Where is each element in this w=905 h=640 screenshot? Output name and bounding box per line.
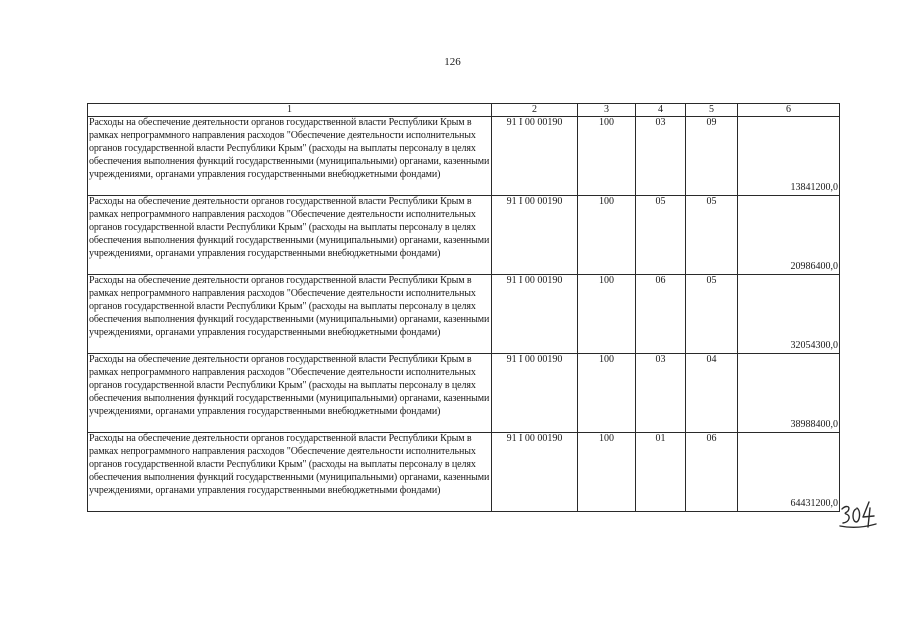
row-target-code: 91 I 00 00190: [492, 117, 578, 196]
row-subsection: 09: [686, 117, 738, 196]
budget-table: [87, 103, 840, 512]
row-expense-type: 100: [578, 117, 636, 196]
header-col-2: 2: [492, 104, 578, 117]
row-expense-type: 100: [578, 196, 636, 275]
row-section: 05: [636, 196, 686, 275]
header-col-1: 1: [88, 104, 492, 117]
table-row: [88, 117, 840, 196]
row-section: 03: [636, 354, 686, 433]
row-target-code: 91 I 00 00190: [492, 354, 578, 433]
table-header-row: [88, 104, 840, 117]
row-description: Расходы на обеспечение деятельности органов государственной власти Республики Крым в рамках непрограммного направления расходов "Обеспечение деятельности исполнительных органов государственной власти Республики Крым" (расходы на выплаты персоналу в целях обеспечения выполнения функций государственными (муниципальными) органами, казенными учреждениями, органами управления государственными внебюджетными фондами): [88, 433, 492, 512]
header-col-5: 5: [686, 104, 738, 117]
table-row: [88, 196, 840, 275]
row-expense-type: 100: [578, 354, 636, 433]
row-expense-type: 100: [578, 433, 636, 512]
row-amount: 20986400,0: [738, 196, 840, 275]
row-amount: 64431200,0: [738, 433, 840, 512]
row-subsection: 05: [686, 196, 738, 275]
table-row: [88, 433, 840, 512]
row-section: 06: [636, 275, 686, 354]
header-col-4: 4: [636, 104, 686, 117]
row-subsection: 05: [686, 275, 738, 354]
handwritten-page-mark: [838, 497, 878, 531]
header-col-3: 3: [578, 104, 636, 117]
row-target-code: 91 I 00 00190: [492, 433, 578, 512]
row-target-code: 91 I 00 00190: [492, 196, 578, 275]
row-amount: 13841200,0: [738, 117, 840, 196]
table-row: [88, 275, 840, 354]
row-amount: 38988400,0: [738, 354, 840, 433]
row-target-code: 91 I 00 00190: [492, 275, 578, 354]
header-col-6: 6: [738, 104, 840, 117]
row-expense-type: 100: [578, 275, 636, 354]
page-number: 126: [444, 56, 461, 68]
table-row: [88, 354, 840, 433]
row-section: 03: [636, 117, 686, 196]
row-subsection: 04: [686, 354, 738, 433]
row-amount: 32054300,0: [738, 275, 840, 354]
row-description: Расходы на обеспечение деятельности органов государственной власти Республики Крым в рамках непрограммного направления расходов "Обеспечение деятельности исполнительных органов государственной власти Республики Крым" (расходы на выплаты персоналу в целях обеспечения выполнения функций государственными (муниципальными) органами, казенными учреждениями, органами управления государственными внебюджетными фондами): [88, 275, 492, 354]
row-section: 01: [636, 433, 686, 512]
row-description: Расходы на обеспечение деятельности органов государственной власти Республики Крым в рамках непрограммного направления расходов "Обеспечение деятельности исполнительных органов государственной власти Республики Крым" (расходы на выплаты персоналу в целях обеспечения выполнения функций государственными (муниципальными) органами, казенными учреждениями, органами управления государственными внебюджетными фондами): [88, 196, 492, 275]
row-subsection: 06: [686, 433, 738, 512]
row-description: Расходы на обеспечение деятельности органов государственной власти Республики Крым в рамках непрограммного направления расходов "Обеспечение деятельности исполнительных органов государственной власти Республики Крым" (расходы на выплаты персоналу в целях обеспечения выполнения функций государственными (муниципальными) органами, казенными учреждениями, органами управления государственными внебюджетными фондами): [88, 117, 492, 196]
row-description: Расходы на обеспечение деятельности органов государственной власти Республики Крым в рамках непрограммного направления расходов "Обеспечение деятельности исполнительных органов государственной власти Республики Крым" (расходы на выплаты персоналу в целях обеспечения выполнения функций государственными (муниципальными) органами, казенными учреждениями, органами управления государственными внебюджетными фондами): [88, 354, 492, 433]
